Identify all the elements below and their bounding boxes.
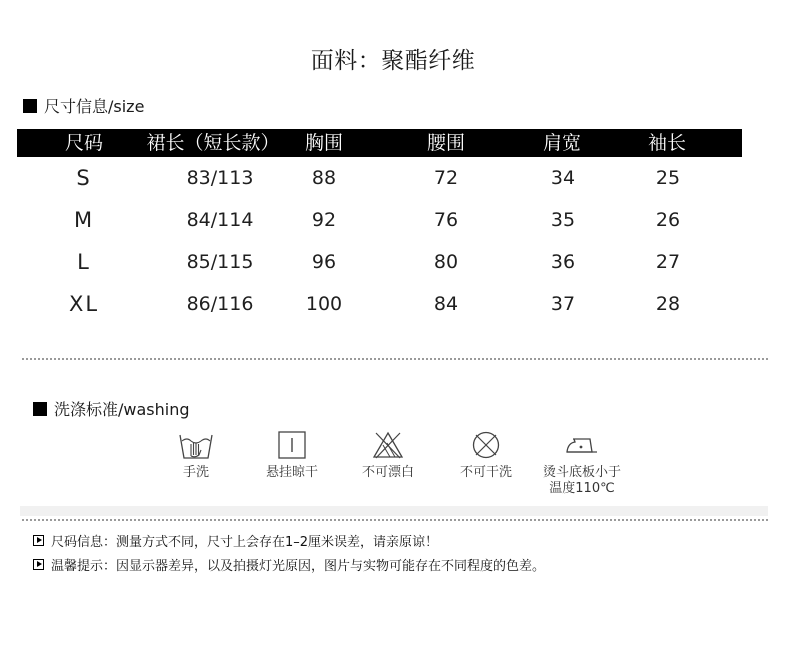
table-cell: 100 — [305, 293, 343, 315]
table-cell: 26 — [655, 209, 681, 231]
wash-section-heading-label: 洗涤标准/washing — [54, 400, 190, 419]
wash-item-hand-wash — [146, 430, 246, 481]
wash-label — [532, 465, 632, 497]
table-cell: 96 — [311, 251, 337, 273]
table-cell: 35 — [550, 209, 576, 231]
wash-section-heading — [33, 397, 190, 420]
table-cell: 27 — [655, 251, 681, 273]
table-cell: L — [77, 250, 91, 274]
table-cell: 92 — [311, 209, 337, 231]
table-cell: 84 — [433, 293, 459, 315]
table-row — [17, 157, 742, 199]
table-cell: 85/115 — [186, 251, 254, 273]
square-bullet-icon — [33, 402, 47, 416]
wash-label-line: 温度110℃ — [549, 481, 615, 496]
no-dry-clean-icon — [468, 430, 504, 460]
column-header-length: 裙长（短长款） — [146, 132, 280, 154]
wash-item-no-bleach — [338, 430, 438, 481]
table-cell: 83/113 — [186, 167, 254, 189]
table-row — [17, 199, 742, 241]
table-cell: 37 — [550, 293, 576, 315]
wash-label: 手洗 — [182, 465, 209, 480]
play-bullet-icon — [33, 535, 44, 546]
size-table — [17, 129, 742, 325]
note-size-info — [33, 531, 438, 550]
table-cell: S — [76, 166, 92, 190]
column-header-sleeve: 袖长 — [647, 132, 687, 154]
table-cell: 34 — [550, 167, 576, 189]
table-cell: 80 — [433, 251, 459, 273]
dotted-divider — [22, 519, 768, 521]
page-title: 面料：聚酯纤维 — [310, 48, 476, 74]
no-bleach-icon — [370, 430, 406, 460]
table-row — [17, 241, 742, 283]
table-cell: 88 — [311, 167, 337, 189]
table-cell: XL — [68, 292, 100, 316]
note-text: 温馨提示：因显示器差异，以及拍摄灯光原因，图片与实物可能存在不同程度的色差。 — [51, 559, 546, 574]
table-cell: 76 — [433, 209, 459, 231]
table-cell: M — [73, 208, 95, 232]
wash-label: 不可干洗 — [459, 465, 512, 480]
column-header-waist: 腰围 — [426, 132, 466, 154]
wash-label: 悬挂晾干 — [265, 465, 318, 480]
table-cell: 86/116 — [186, 293, 254, 315]
column-header-shoulder: 肩宽 — [542, 132, 582, 154]
iron-icon — [564, 430, 600, 460]
wash-label-line: 烫斗底板小于 — [542, 465, 621, 480]
table-cell: 25 — [655, 167, 681, 189]
wash-label: 不可漂白 — [361, 465, 414, 480]
note-text: 尺码信息：测量方式不同，尺寸上会存在1–2厘米误差，请亲原谅！ — [51, 535, 439, 550]
table-cell: 72 — [433, 167, 459, 189]
square-bullet-icon — [23, 99, 37, 113]
note-color-tip — [33, 555, 545, 574]
dotted-divider — [22, 358, 768, 360]
column-header-bust: 胸围 — [304, 132, 344, 154]
table-cell: 84/114 — [186, 209, 254, 231]
size-section-heading-label: 尺寸信息/size — [44, 97, 145, 116]
hand-wash-icon — [178, 430, 214, 460]
column-header-size: 尺码 — [64, 132, 104, 154]
table-row — [17, 283, 742, 325]
play-bullet-icon — [33, 559, 44, 570]
table-cell: 36 — [550, 251, 576, 273]
table-cell: 28 — [655, 293, 681, 315]
gray-band — [20, 506, 768, 516]
wash-item-iron — [532, 430, 632, 497]
wash-item-hang-dry — [242, 430, 342, 481]
size-section-heading — [23, 94, 144, 117]
hang-dry-icon — [274, 430, 310, 460]
size-table-header — [17, 129, 742, 157]
wash-item-no-dry-clean — [436, 430, 536, 481]
